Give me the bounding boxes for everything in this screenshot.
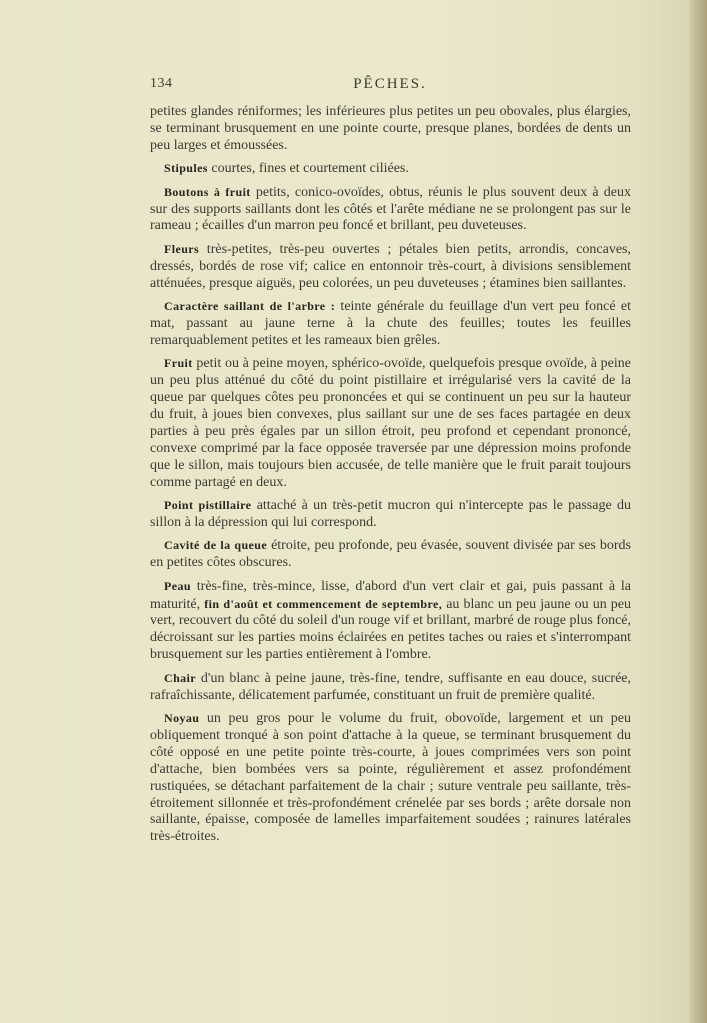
continued-paragraph: petites glandes réniformes; les inférieures plus petites un peu obovales, plus élargies, se terminant brusquement en une pointe courte, presque planes, bordées de dents un peu larges et émoussées. xyxy=(150,104,631,153)
paragraph-stipules xyxy=(150,160,631,178)
paragraph-peau xyxy=(150,578,631,665)
page-number: 134 xyxy=(150,76,173,91)
term: Boutons à fruit xyxy=(164,184,251,199)
term: Noyau xyxy=(164,711,200,725)
paragraph-fruit xyxy=(150,355,631,491)
paragraph-noyau xyxy=(150,710,631,846)
page-header xyxy=(150,76,630,96)
description: petit ou à peine moyen, sphérico-ovoïde, quelquefois presque ovoïde, à peine un peu plus atténué du côté du point pistillaire et irrégularisé vers la cavité de la queue par quelques côtes peu prononcées et qui se continuent un peu sur la hauteur du fruit, à joues bien convexes, plus saillant sur une de ses faces partagée en deux parties à peu près égales par un sillon étroit, peu profond et cependant prononcé, convexe comprimé par la face opposée traversée par une dépression moins profonde que le sillon, mais toujours bien accusée, de telle manière que le fruit parait toujours comme partagé en deux. xyxy=(150,356,631,490)
description-cont: au blanc un peu jaune ou un peu vert, recouvert du côté du soleil d'un rouge vif et brillant, marbré de rouge plus foncé, décroissant sur les parties moins éclairées en petites taches ou raies et s'interrompant brusquement sur les parties entièrement à l'ombre. xyxy=(150,596,631,663)
running-title: PÊCHES. xyxy=(353,76,427,92)
description: teinte générale du feuillage d'un vert peu foncé et mat, passant au jaune terne à la chute des feuilles; toutes les feuilles remarquablement petites et les rameaux bien grêles. xyxy=(150,299,632,348)
description: très-fine, très-mince, lisse, d'abord d'un vert clair et gai, puis passant à la maturité, xyxy=(150,578,631,612)
paragraph-cavite xyxy=(150,537,631,572)
page-edge xyxy=(690,0,707,1023)
term: Chair xyxy=(164,670,196,685)
term: Peau xyxy=(164,578,191,593)
description: étroite, peu profonde, peu évasée, souvent divisée par ses bords en petites côtes obscures. xyxy=(150,538,631,571)
paragraph-boutons xyxy=(150,184,631,236)
page-body xyxy=(150,104,631,852)
description: attaché à un très-petit mucron qui n'intercepte pas le passage du sillon à la dépression qui lui correspond. xyxy=(150,498,631,530)
term: Fleurs xyxy=(164,241,200,256)
description: courtes, fines et courtement ciliées. xyxy=(207,161,409,177)
term: Caractère saillant de l'arbre : xyxy=(164,299,336,314)
term: Fruit xyxy=(164,356,193,371)
description: un peu gros pour le volume du fruit, obovoïde, largement et un peu obliquement tronqué à son point d'attache à la queue, se terminant brusquement du côté opposé en une petite pointe très-courte, à joues comprimées vers son point d'attache, bien bombées vers sa pointe, régulièrement et assez profondément rustiquées, se détachant parfaitement de la chair ; suture ventrale peu saillante, très-étroitement sillonnée et très-profondément crénelée par ses bords ; arête dorsale non saillante, épaisse, composée de lamelles imparfaitement soudées ; rainures latérales très-étroites. xyxy=(150,711,631,845)
paragraph-fleurs xyxy=(150,241,631,293)
term: Cavité de la queue xyxy=(164,538,268,553)
term: Point pistillaire xyxy=(164,498,252,513)
description: petits, conico-ovoïdes, obtus, réunis le plus souvent deux à deux sur des supports saillants dont les côtés et l'arête médiane ne se prolongent pas sur le rameau ; écailles d'un marron peu foncé et brillant, peu duveteuses. xyxy=(150,184,631,234)
paragraph-point-pistillaire xyxy=(150,497,631,532)
description: d'un blanc à peine jaune, très-fine, tendre, suffisante en eau douce, sucrée, rafraîchissante, délicatement parfumée, constituant un fruit de première qualité. xyxy=(150,670,631,703)
description: très-petites, très-peu ouvertes ; pétales bien petits, arrondis, concaves, dressés, bordés de rose vif; calice en entonnoir très-court, à divisions sensiblement atténuées, presque aiguës, peu colorées, un peu duveteuses ; étamines bien saillantes. xyxy=(150,241,631,291)
emphasis: fin d'août et commencement de septembre, xyxy=(204,596,443,611)
term: Stipules xyxy=(164,161,208,176)
paragraph-caractere xyxy=(150,298,631,350)
paragraph-chair xyxy=(150,670,631,705)
